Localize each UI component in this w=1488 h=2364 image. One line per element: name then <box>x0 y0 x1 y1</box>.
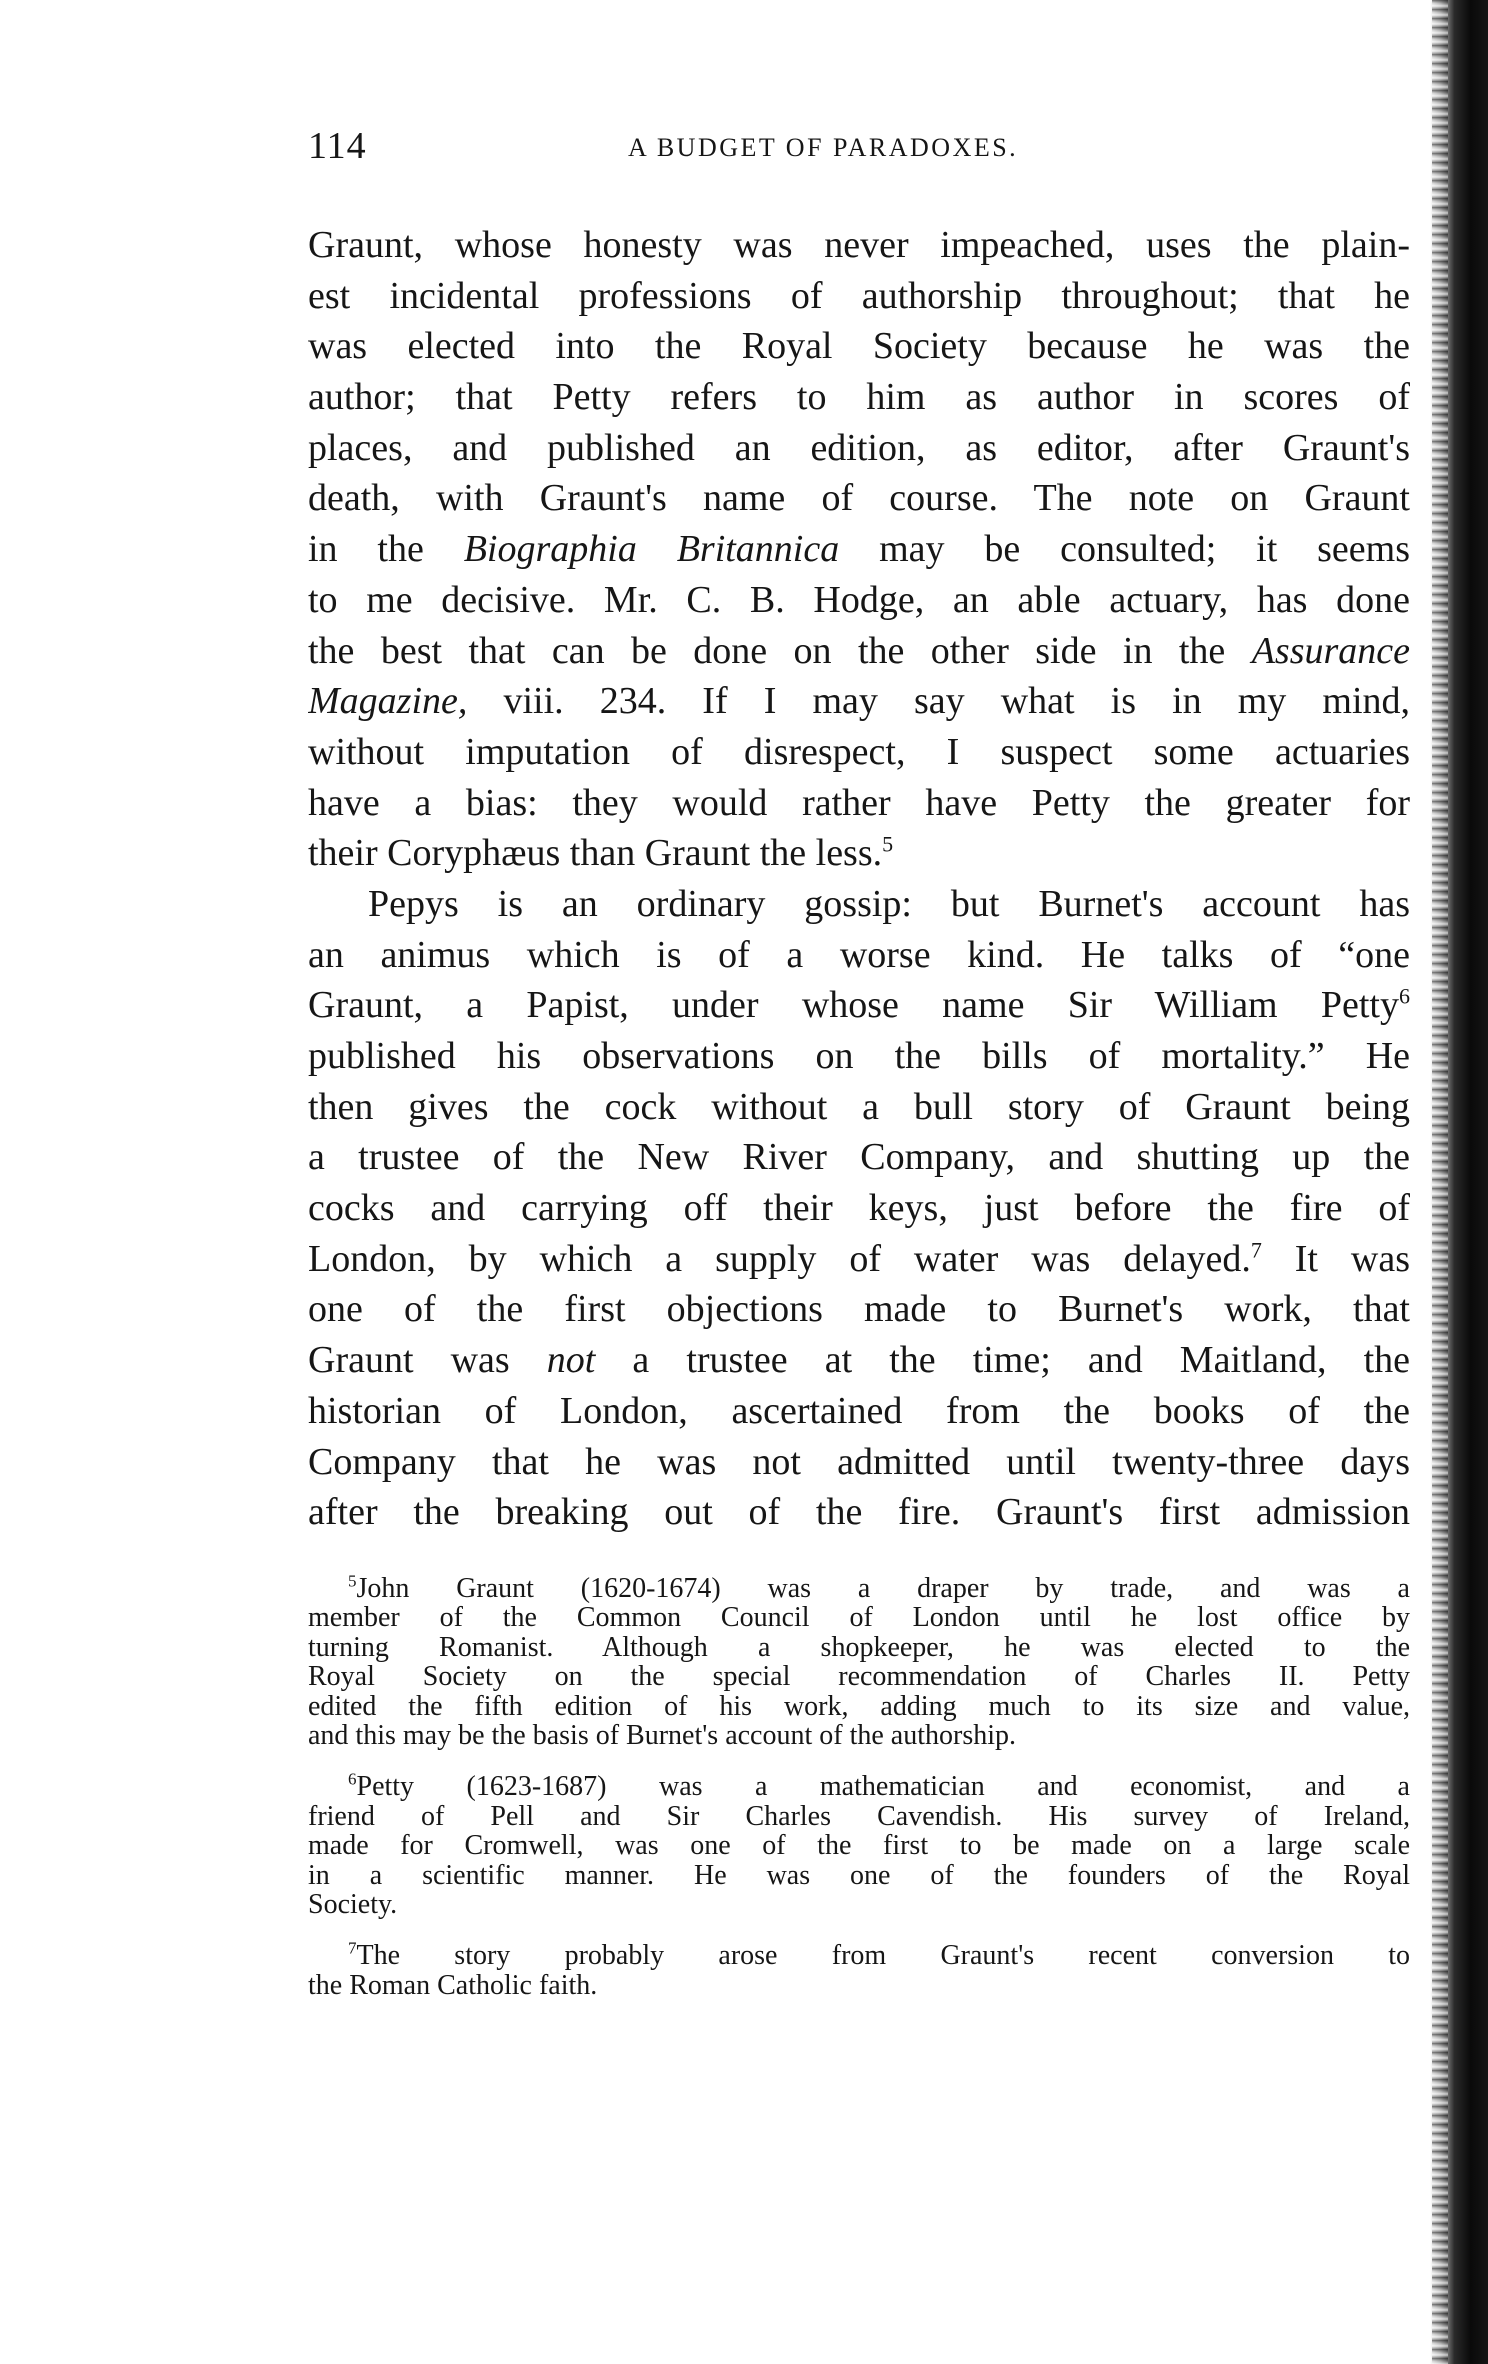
text-line: Company that he was not admitted until twenty-three days <box>308 1440 1410 1483</box>
footnote-6-line: in a scientific manner. He was one of the founders of the Royal <box>308 1860 1410 1890</box>
page-edge-shadow <box>1430 0 1488 2364</box>
text-line <box>308 828 1410 879</box>
text-run: the best that can be done on the other side in the <box>308 629 1252 672</box>
footnote-text: Petty (1623-1687) was a mathematician and economist, and a <box>356 1772 1410 1802</box>
footnote-5-line: member of the Common Council of London until he lost office by <box>308 1603 1410 1633</box>
text-line <box>308 524 1410 575</box>
text-run: a trustee at the time; and Maitland, the <box>595 1339 1410 1382</box>
book-title-biographia: Biographia Britannica <box>463 528 840 571</box>
journal-title-assurance: Assurance <box>1251 629 1410 672</box>
text-line: without imputation of disrespect, I suspect some actuaries <box>308 730 1410 773</box>
page-number: 114 <box>308 125 367 167</box>
text-line <box>308 626 1410 677</box>
running-head <box>308 124 1410 174</box>
footnote-text: The story probably arose from Graunt's recent conversion to <box>356 1941 1410 1971</box>
text-line: places, and published an edition, as editor, after Graunt's <box>308 426 1410 469</box>
footnotes <box>308 1574 1410 2000</box>
text-run: their Coryphæus than Graunt the less. <box>308 832 883 875</box>
text-line <box>308 1234 1410 1285</box>
text-line: cocks and carrying off their keys, just before the fire of <box>308 1187 1410 1230</box>
text-run: London, by which a supply of water was delayed. <box>308 1237 1251 1280</box>
text-line: have a bias: they would rather have Petty the greater for <box>308 781 1410 824</box>
footnote-6-line: Society. <box>308 1889 398 1920</box>
running-title: A BUDGET OF PARADOXES. <box>628 133 1019 162</box>
text-line <box>308 676 1410 727</box>
text-line: after the breaking out of the fire. Graunt's first admission <box>308 1491 1410 1534</box>
footnote-mark-5: 5 <box>348 1574 357 1591</box>
text-line: author; that Petty refers to him as author in scores of <box>308 376 1410 419</box>
text-line: a trustee of the New River Company, and shutting up the <box>308 1136 1410 1179</box>
footnote-6-line: made for Cromwell, was one of the first to be made on a large scale <box>308 1831 1410 1861</box>
text-line: published his observations on the bills of mortality.” He <box>308 1035 1410 1077</box>
footnote-5-line: Royal Society on the special recommendation of Charles II. Petty <box>308 1662 1410 1692</box>
text-run: may be consulted; it seems <box>839 528 1410 571</box>
text-line <box>308 1335 1410 1386</box>
footnote-5-line: and this may be the basis of Burnet's account of the authorship. <box>308 1720 1016 1751</box>
footnote-6-line: friend of Pell and Sir Charles Cavendish. His survey of Ireland, <box>308 1801 1410 1832</box>
footnote-ref-7: 7 <box>1250 1237 1262 1263</box>
footnote-mark-7: 7 <box>348 1941 357 1958</box>
text-run: It was <box>1261 1237 1410 1280</box>
text-line: est incidental professions of authorship throughout; that he <box>308 274 1410 317</box>
footnote-mark-6: 6 <box>348 1772 357 1790</box>
text-run: viii. 234. If I may say what is in my mind, <box>467 680 1410 723</box>
text-run: in the <box>308 528 464 571</box>
footnote-ref-5: 5 <box>882 831 894 857</box>
footnote-7-line: the Roman Catholic faith. <box>308 1970 598 2001</box>
emphasis-not: not <box>546 1339 596 1382</box>
footnote-5-line: edited the fifth edition of his work, adding much to its size and value, <box>308 1691 1410 1721</box>
text-line: one of the first objections made to Burnet's work, that <box>308 1288 1410 1331</box>
footnote-text: John Graunt (1620-1674) was a draper by trade, and was a <box>356 1574 1410 1604</box>
text-line: Graunt, whose honesty was never impeached, uses the plain- <box>308 224 1410 266</box>
paragraph-start-line: Pepys is an ordinary gossip: but Burnet's account has <box>368 882 1410 925</box>
text-run: Graunt was <box>308 1339 547 1382</box>
text-line: to me decisive. Mr. C. B. Hodge, an able actuary, has done <box>308 578 1410 621</box>
text-run: Graunt, a Papist, under whose name Sir William Petty <box>308 984 1399 1027</box>
text-line: historian of London, ascertained from the books of the <box>308 1389 1410 1432</box>
text-line: an animus which is of a worse kind. He talks of “one <box>308 933 1410 976</box>
footnote-5-line <box>308 1574 1410 1603</box>
body-text <box>308 220 1410 1538</box>
footnote-7-line <box>308 1941 1410 1970</box>
text-line: then gives the cock without a bull story of Graunt being <box>308 1085 1410 1128</box>
footnote-6-line <box>308 1772 1410 1801</box>
text-line: death, with Graunt's name of course. The note on Graunt <box>308 477 1410 520</box>
footnote-5-line: turning Romanist. Although a shopkeeper, he was elected to the <box>308 1632 1410 1663</box>
journal-title-magazine: Magazine, <box>308 680 468 723</box>
text-line: was elected into the Royal Society because he was the <box>308 325 1410 368</box>
text-line <box>308 980 1410 1031</box>
footnote-ref-6: 6 <box>1399 983 1410 1009</box>
